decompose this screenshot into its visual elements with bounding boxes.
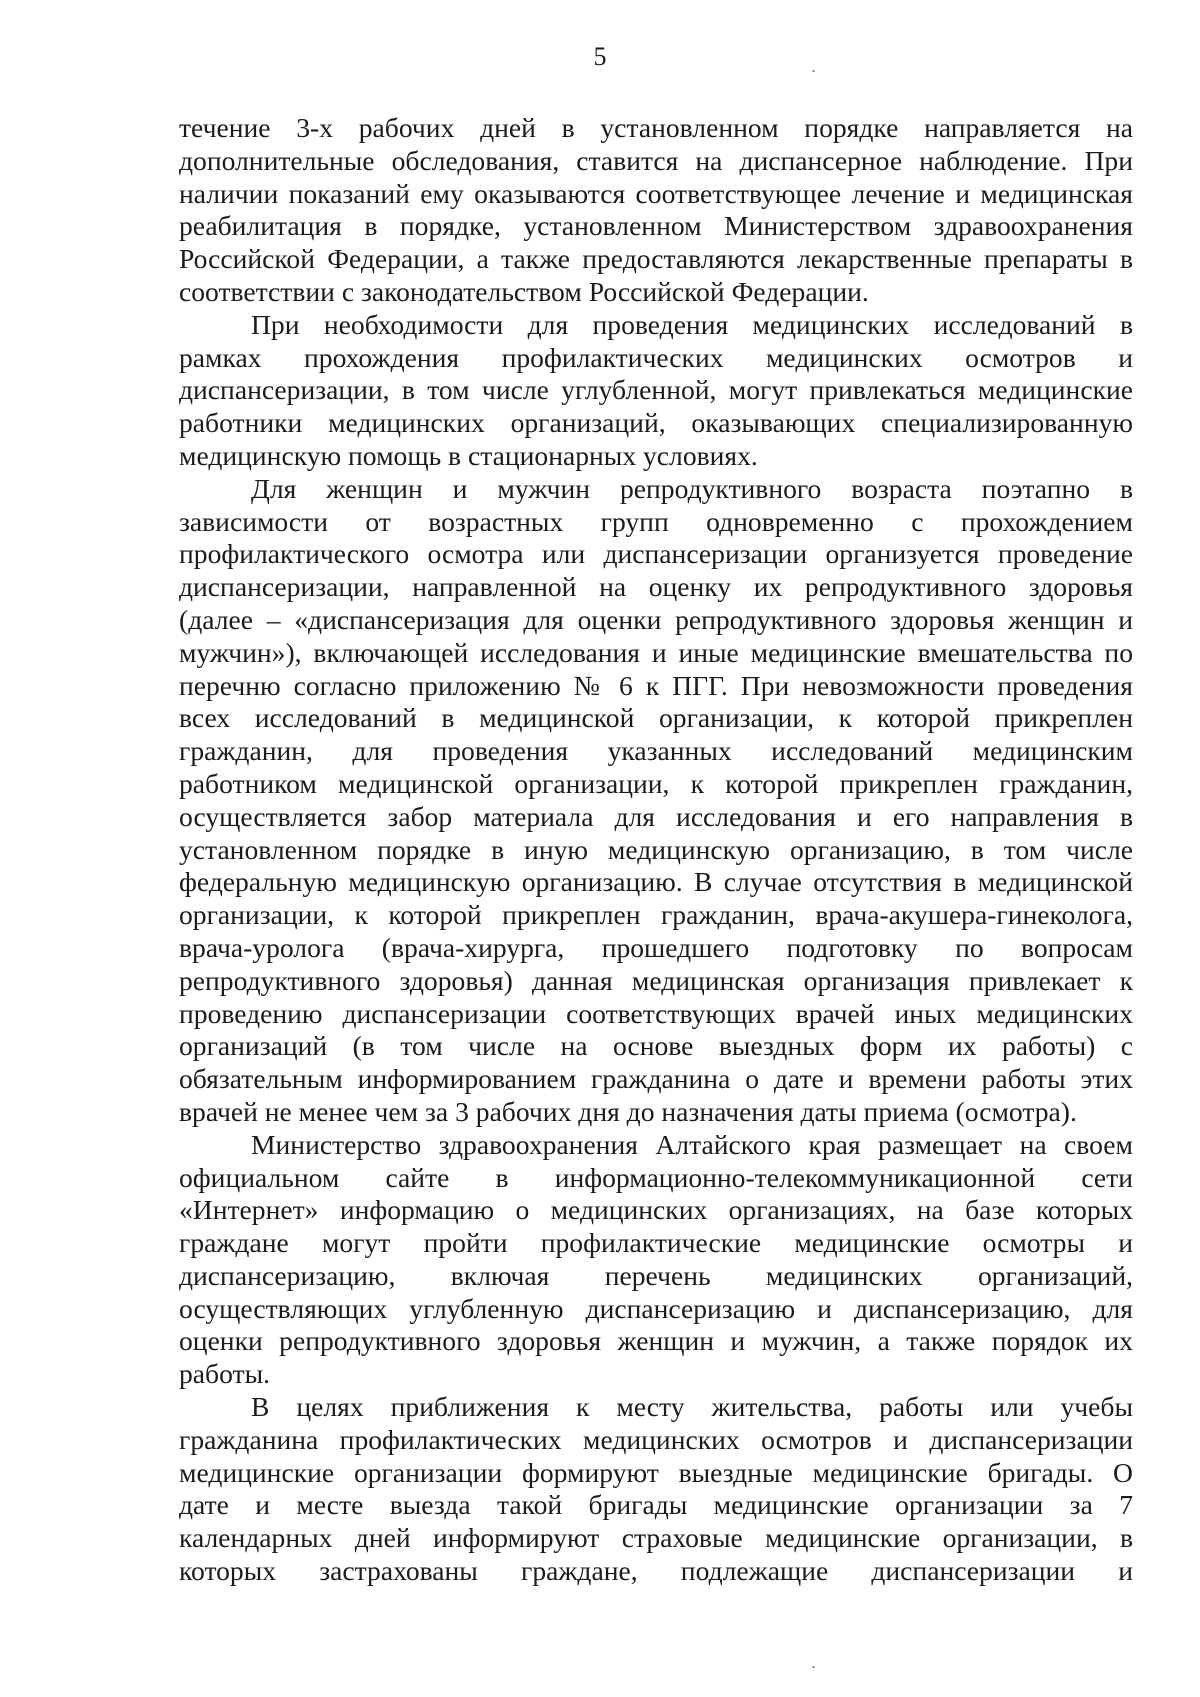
scan-speck <box>812 70 815 72</box>
text-line: оценки репродуктивного здоровья женщин и мужчин, а также порядок их <box>179 1325 1133 1357</box>
text-line: наличии показаний ему оказываются соответствующее лечение и медицинская <box>179 177 1133 209</box>
text-line: дате и месте выезда такой бригады медицинские организации за 7 <box>179 1489 1133 1521</box>
text-line: дополнительные обследования, ставится на диспансерное наблюдение. При <box>179 144 1133 176</box>
text-line: перечню согласно приложению № 6 к ПГГ. При невозможности проведения <box>179 669 1133 701</box>
text-line: мужчин»), включающей исследования и иные медицинские вмешательства по <box>179 636 1133 668</box>
text-line: Министерство здравоохранения Алтайского края размещает на своем <box>251 1128 1133 1160</box>
text-line: работники медицинских организаций, оказывающих специализированную <box>179 407 1133 439</box>
text-line: медицинскую помощь в стационарных условиях. <box>179 439 758 471</box>
text-line: диспансеризации, направленной на оценку их репродуктивного здоровья <box>179 571 1133 603</box>
text-line: течение 3-х рабочих дней в установленном порядке направляется на <box>179 112 1133 143</box>
document-body <box>179 112 1133 1588</box>
page-number: 5 <box>593 42 607 71</box>
text-line: рамках прохождения профилактических медицинских осмотров и <box>179 341 1133 373</box>
text-line: организаций (в том числе на основе выездных форм их работы) с <box>179 1030 1133 1062</box>
text-line: диспансеризации, в том числе углубленной, могут привлекаться медицинские <box>179 374 1133 406</box>
text-line: При необходимости для проведения медицинских исследований в <box>251 308 1133 340</box>
text-line: профилактического осмотра или диспансеризации организуется проведение <box>179 538 1133 570</box>
text-line: В целях приближения к месту жительства, работы или учебы <box>251 1391 1133 1423</box>
text-line: Российской Федерации, а также предоставляются лекарственные препараты в <box>179 243 1133 275</box>
text-line: гражданина профилактических медицинских осмотров и диспансеризации <box>179 1423 1133 1455</box>
text-line: установленном порядке в иную медицинскую организацию, в том числе <box>179 833 1133 865</box>
paragraph <box>179 473 1133 1129</box>
text-line: граждане могут пройти профилактические медицинские осмотры и <box>179 1227 1133 1259</box>
text-line: «Интернет» информацию о медицинских организациях, на базе которых <box>179 1194 1133 1226</box>
text-line: обязательным информированием гражданина о дате и времени работы этих <box>179 1063 1133 1095</box>
text-line: зависимости от возрастных групп одновременно с прохождением <box>179 505 1133 537</box>
text-line: осуществляющих углубленную диспансеризацию и диспансеризацию, для <box>179 1292 1133 1324</box>
text-line: всех исследований в медицинской организации, к которой прикреплен <box>179 702 1133 734</box>
text-line: официальном сайте в информационно-телекоммуникационной сети <box>179 1161 1133 1193</box>
text-line: гражданин, для проведения указанных исследований медицинским <box>179 735 1133 767</box>
paragraph <box>179 112 1133 309</box>
text-line: медицинские организации формируют выездные медицинские бригады. О <box>179 1456 1133 1488</box>
text-line: осуществляется забор материала для исследования и его направления в <box>179 800 1133 832</box>
text-line: репродуктивного здоровья) данная медицинская организация привлекает к <box>179 964 1133 996</box>
text-line: федеральную медицинскую организацию. В случае отсутствия в медицинской <box>179 866 1133 898</box>
text-line: диспансеризацию, включая перечень медицинских организаций, <box>179 1259 1133 1291</box>
text-line: Для женщин и мужчин репродуктивного возраста поэтапно в <box>251 472 1133 504</box>
paragraph <box>179 1391 1133 1588</box>
text-line: работы. <box>179 1358 271 1390</box>
text-line: проведению диспансеризации соответствующих врачей иных медицинских <box>179 997 1133 1029</box>
text-line: соответствии с законодательством Российской Федерации. <box>179 275 869 307</box>
text-line: которых застрахованы граждане, подлежащие диспансеризации и <box>179 1555 1133 1587</box>
text-line: реабилитация в порядке, установленном Министерством здравоохранения <box>179 210 1133 242</box>
text-line: организации, к которой прикреплен гражданин, врача-акушера-гинеколога, <box>179 899 1133 931</box>
text-line: (далее – «диспансеризация для оценки репродуктивного здоровья женщин и <box>179 603 1133 635</box>
text-line: врача-уролога (врача-хирурга, прошедшего подготовку по вопросам <box>179 931 1133 963</box>
paragraph <box>179 1129 1133 1391</box>
text-line: календарных дней информируют страховые медицинские организации, в <box>179 1522 1133 1554</box>
text-line: врачей не менее чем за 3 рабочих дня до назначения даты приема (осмотра). <box>179 1095 1077 1127</box>
paragraph <box>179 309 1133 473</box>
scan-speck <box>812 1666 815 1668</box>
text-line: работником медицинской организации, к которой прикреплен гражданин, <box>179 767 1133 799</box>
